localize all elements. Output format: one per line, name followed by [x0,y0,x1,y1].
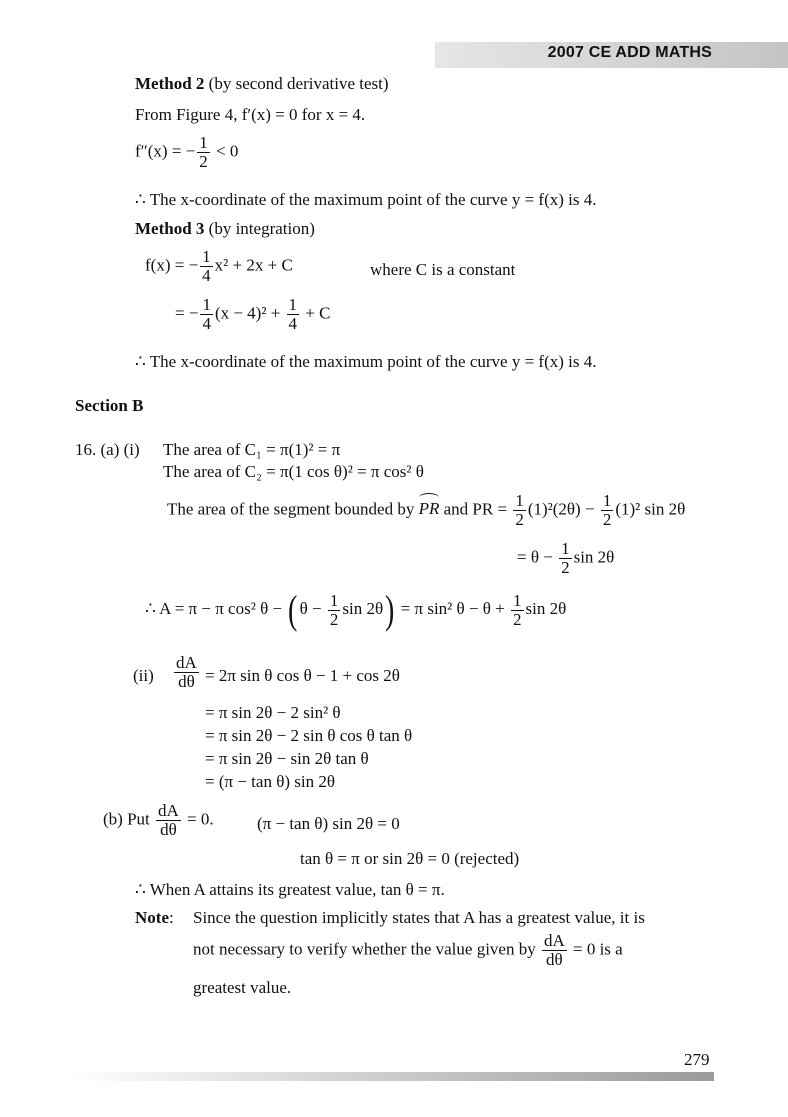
note-label: Note: [135,908,174,927]
question-label: 16. (a) (i) [75,440,140,459]
part-ii-label: (ii) [133,666,154,685]
header-title: 2007 CE ADD MATHS [547,44,712,61]
area-c2: The area of C₂ = π(1 cos θ)² = π cos² θ [163,462,424,481]
method3-line1: f(x) = − $\frac{1}{4}$ x² + 2x + C [145,247,293,285]
method2-conclusion: ∴ The x-coordinate of the maximum point of the curve y = f(x) is 4. [135,190,597,209]
method3-heading: Method 3 (by integration) [135,219,315,238]
ii-line5: = (π − tan θ) sin 2θ [205,772,335,791]
ii-line4: = π sin 2θ − sin 2θ tan θ [205,749,369,768]
footer-bar [70,1072,714,1081]
area-c1: The area of C₁ = π(1)² = π [163,440,341,459]
note-line3: greatest value. [193,978,292,997]
ii-line1: = 2π sin θ cos θ − 1 + cos 2θ [205,666,400,685]
part-b-line2: tan θ = π or sin 2θ = 0 (rejected) [300,849,520,868]
method2-line1: From Figure 4, f′(x) = 0 for x = 4. [135,105,366,124]
method3-conclusion: ∴ The x-coordinate of the maximum point of the curve y = f(x) is 4. [135,352,597,371]
part-b-equation: (π − tan θ) sin 2θ = 0 [257,814,400,833]
note-line1: Since the question implicitly states that A has a greatest value, it is [193,908,645,927]
page-number: 279 [684,1050,710,1069]
method2-second-derivative: f″(x) = − $\frac{1}{2}$ < 0 [135,133,239,171]
section-b-heading: Section B [75,396,144,415]
ii-line2: = π sin 2θ − 2 sin² θ [205,703,341,722]
method2-heading: Method 2 (by second derivative test) [135,74,389,93]
method3-constant-note: where C is a constant [370,260,516,279]
segment-area-line2: = θ − $\frac{1}{2}$ sin 2θ [517,539,615,577]
note-line2: not necessary to verify whether the value given by $\frac{dA}{d\theta}$ = 0 is a [193,931,623,969]
ii-line3: = π sin 2θ − 2 sin θ cos θ tan θ [205,726,413,745]
dA-dtheta: $\frac{dA}{d\theta}$ [176,653,197,691]
part-b-conclusion: ∴ When A attains its greatest value, tan θ = π. [135,880,445,899]
area-A-expression: ∴ A = π − π cos² θ − ( θ − $\frac{1}{2}$ sin 2θ) = π sin² θ − θ + $\frac{1}{2}$ sin 2θ [145,587,567,632]
arc-pr: PR [418,499,440,519]
method3-line2: = − $\frac{1}{4}$ (x − 4)² + $\frac{1}{4}$ + C [175,295,331,333]
part-b-line1: (b) Put $\frac{dA}{d\theta}$ = 0. [103,801,214,839]
segment-area-line1: The area of the segment bounded by PR and PR = $\frac{1}{2}$ (1)²(2θ) − $\frac{1}{2}$ (1)² sin 2θ [167,491,686,529]
